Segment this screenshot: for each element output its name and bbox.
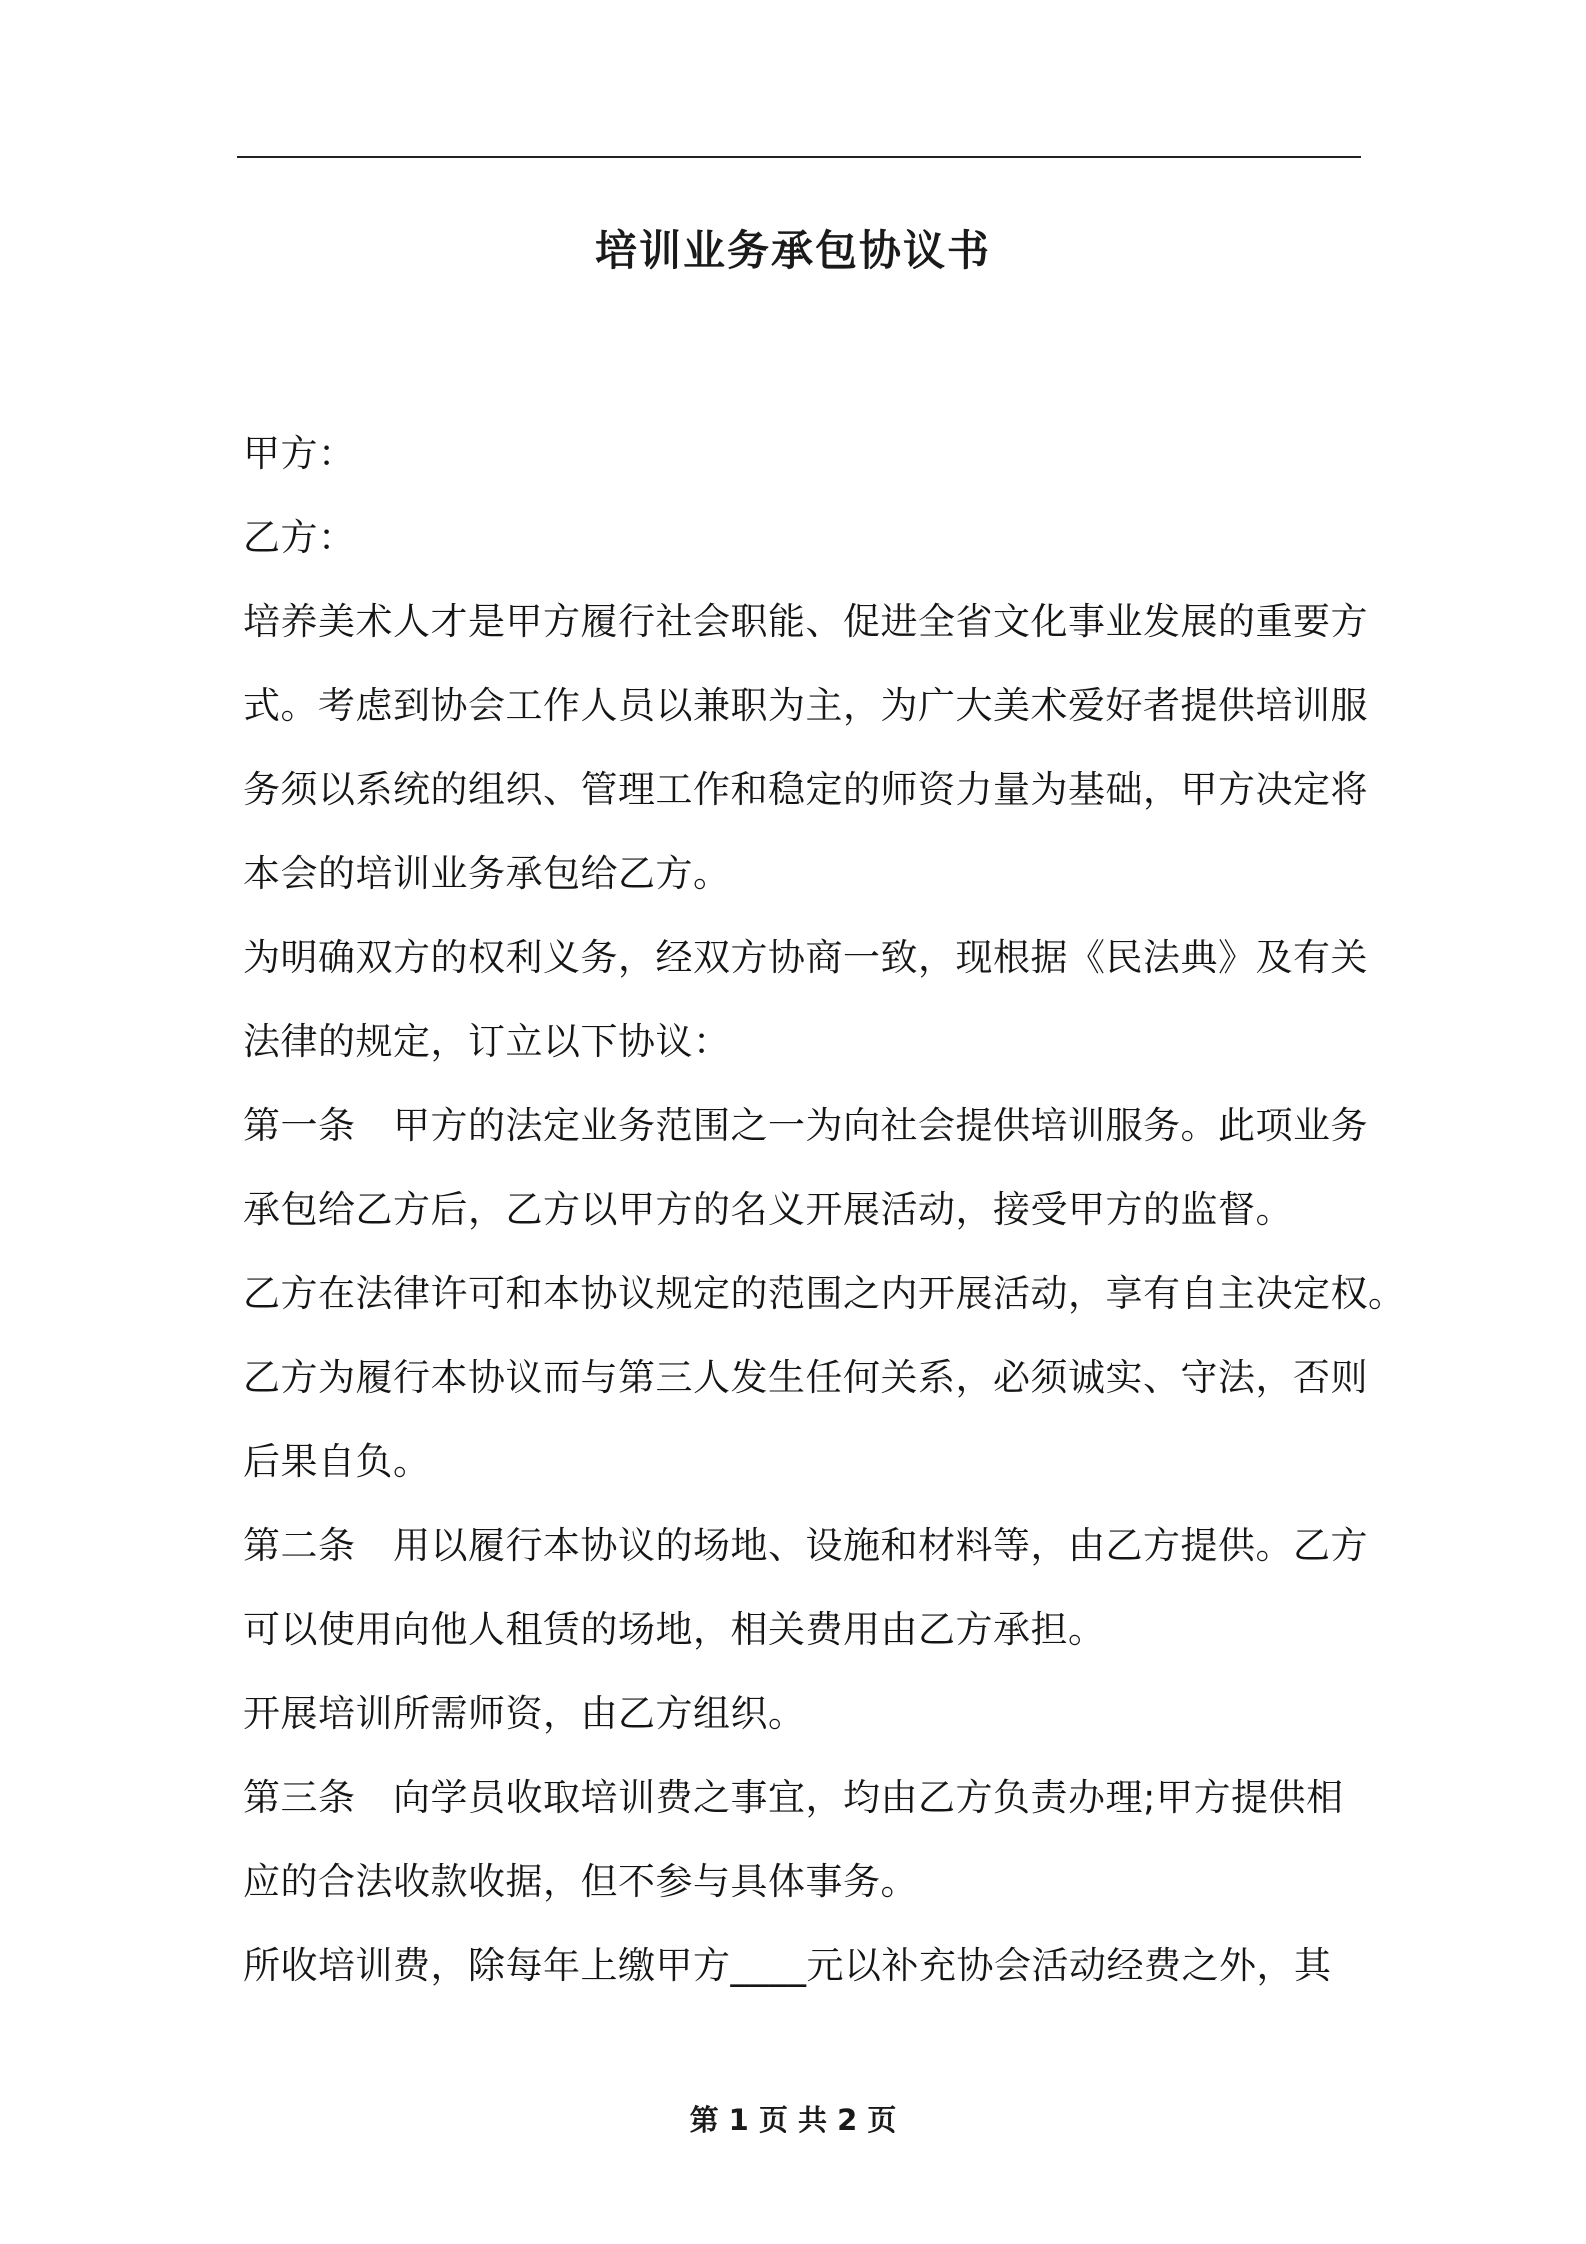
- paragraph-line: 开展培训所需师资，由乙方组织。: [243, 1692, 806, 1735]
- document-body: [243, 412, 1406, 2008]
- paragraph-line: 应的合法收款收据，但不参与具体事务。: [243, 1860, 918, 1903]
- paragraph-line: 本会的培训业务承包给乙方。: [243, 852, 731, 895]
- paragraph-line: 法律的规定，订立以下协议：: [243, 1020, 731, 1063]
- document-title: 培训业务承包协议书: [594, 226, 991, 275]
- paragraph-line: 后果自负。: [243, 1440, 431, 1483]
- paragraph-line: 所收培训费，除每年上缴甲方____元以补充协会活动经费之外，其: [243, 1944, 1332, 1987]
- page-number: 第 1 页 共 2 页: [689, 2103, 897, 2137]
- article-3-line: 第三条 向学员收取培训费之事宜，均由乙方负责办理;甲方提供相: [243, 1776, 1344, 1819]
- paragraph-line: 可以使用向他人租赁的场地，相关费用由乙方承担。: [243, 1608, 1106, 1651]
- paragraph-line: 为明确双方的权利义务，经双方协商一致，现根据《民法典》及有关: [243, 936, 1368, 979]
- article-2-line: 第二条 用以履行本协议的场地、设施和材料等，由乙方提供。乙方: [243, 1524, 1368, 1567]
- paragraph-line: 培养美术人才是甲方履行社会职能、促进全省文化事业发展的重要方: [243, 600, 1368, 643]
- paragraph-line: 乙方为履行本协议而与第三人发生任何关系，必须诚实、守法，否则: [243, 1356, 1368, 1399]
- header-divider: [237, 156, 1361, 158]
- paragraph-line: 务须以系统的组织、管理工作和稳定的师资力量为基础，甲方决定将: [243, 768, 1368, 811]
- party-b-line: 乙方：: [243, 516, 356, 559]
- paragraph-line: 式。考虑到协会工作人员以兼职为主，为广大美术爱好者提供培训服: [243, 684, 1368, 727]
- paragraph-line: 承包给乙方后，乙方以甲方的名义开展活动，接受甲方的监督。: [243, 1188, 1293, 1231]
- party-a-line: 甲方：: [243, 432, 356, 475]
- article-1-line: 第一条 甲方的法定业务范围之一为向社会提供培训服务。此项业务: [243, 1104, 1368, 1147]
- paragraph-line: 乙方在法律许可和本协议规定的范围之内开展活动，享有自主决定权。: [243, 1272, 1406, 1315]
